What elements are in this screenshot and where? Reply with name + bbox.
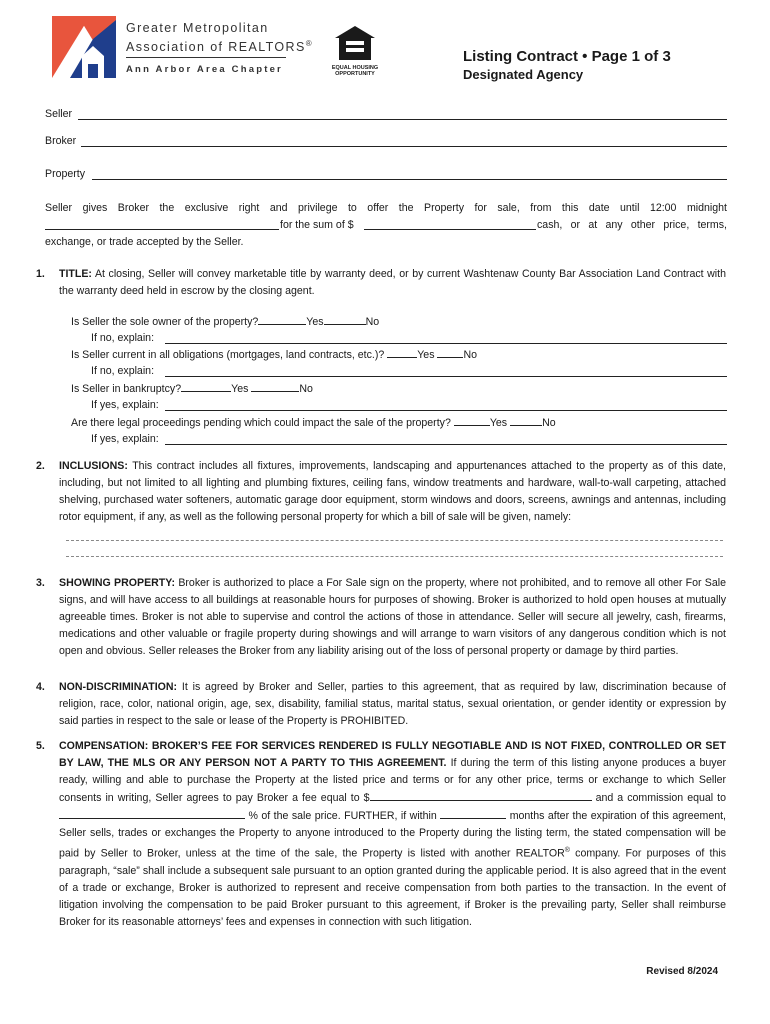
q1-row bbox=[71, 313, 379, 331]
section-5-body-2: and a commission equal to bbox=[591, 792, 726, 804]
section-3-number: 3. bbox=[36, 577, 45, 589]
org-name bbox=[126, 20, 313, 55]
section-4-heading: NON-DISCRIMINATION: bbox=[59, 681, 178, 693]
section-3-heading: SHOWING PROPERTY: bbox=[59, 577, 176, 589]
section-3-body: Broker is authorized to place a For Sale sign on the property, where not prohibited, and to remove all other For Sale signs, and will have access to all buildings at reasonable hours for purposes of showing. Broker is authorized to hold open houses at mutually agreeable times. Broker is not able to supervise and control the actions of those in attendance. Seller will secure all jewelry, cash, firearms, medications and other valuable or fragile property during showings and will arrange to warn visitors of any dangerous condition which is not open and obvious. Seller releases the Broker from any liability arising out of the loss of personal property or damage by third parties. bbox=[59, 577, 726, 657]
q3-explain-label: If yes, explain: bbox=[91, 399, 159, 411]
page-title: Listing Contract • Page 1 of 3 bbox=[463, 48, 671, 65]
intro-line3: exchange, or trade accepted by the Seller. bbox=[45, 236, 244, 248]
q2-no-label: No bbox=[463, 349, 478, 361]
property-field[interactable] bbox=[92, 179, 727, 180]
q2-yes-label: Yes bbox=[417, 349, 435, 361]
section-5-number: 5. bbox=[36, 740, 45, 752]
equal-housing-icon bbox=[335, 26, 375, 60]
q2-explain-label: If no, explain: bbox=[91, 365, 155, 377]
q4-explain-field[interactable] bbox=[165, 444, 727, 445]
house-logo-icon bbox=[52, 16, 116, 80]
q3-yes-label: Yes bbox=[231, 383, 249, 395]
section-5-text bbox=[59, 738, 726, 931]
q4-yes-label: Yes bbox=[489, 417, 508, 429]
property-label: Property bbox=[45, 168, 86, 180]
registered-mark: ® bbox=[305, 39, 314, 48]
section-2-number: 2. bbox=[36, 460, 45, 472]
q4-label: Are there legal proceedings pending which could impact the sale of the property? bbox=[71, 417, 451, 429]
q3-no-label: No bbox=[299, 383, 313, 395]
personal-property-line-1[interactable] bbox=[66, 540, 723, 541]
q4-yes-field[interactable] bbox=[454, 414, 490, 426]
intro-line1: Seller gives Broker the exclusive right and privilege to offer the Property for sale, from this date until 12:00 midnight bbox=[45, 202, 727, 214]
q2-row bbox=[71, 346, 477, 364]
section-2-body: This contract includes all fixtures, improvements, landscaping and appurtenances attached to the property as of this date, including, but not limited to all lighting and plumbing fixtures, ceiling fans, window treatments and hardware, wall-to-wall carpeting, attached shelving, purchased water softeners, automatic garage door equipment, storm windows and doors, screens, awnings and antennas, including rotor equipment, if any, as well as the following personal property for which a bill of sale will be given, namely: bbox=[59, 460, 726, 523]
protection-months-field[interactable] bbox=[440, 807, 506, 819]
q1-no-field[interactable] bbox=[324, 313, 366, 325]
q2-explain-field[interactable] bbox=[165, 376, 727, 377]
seller-field[interactable] bbox=[78, 119, 727, 120]
q4-row bbox=[71, 414, 556, 432]
eho-line1: EQUAL HOUSING bbox=[331, 65, 379, 71]
realtor-registered-mark: ® bbox=[564, 847, 570, 854]
q2-label: Is Seller current in all obligations (mortgages, land contracts, etc.)? bbox=[71, 349, 385, 361]
page-subtitle: Designated Agency bbox=[463, 67, 584, 82]
commission-percent-field[interactable] bbox=[59, 807, 245, 819]
section-2-text bbox=[59, 458, 726, 526]
listing-end-date-field[interactable] bbox=[45, 229, 279, 230]
section-3-text bbox=[59, 575, 726, 660]
revision-date: Revised 8/2024 bbox=[646, 966, 718, 977]
q2-yes-field[interactable] bbox=[387, 346, 417, 358]
intro-sum-label: for the sum of $ bbox=[280, 219, 354, 231]
intro-line2-end: cash, or at any other price, terms, bbox=[537, 219, 727, 231]
gmar-logo bbox=[52, 16, 116, 80]
q2-no-field[interactable] bbox=[437, 346, 463, 358]
q4-no-field[interactable] bbox=[510, 414, 542, 426]
seller-label: Seller bbox=[45, 108, 73, 120]
q4-explain-label: If yes, explain: bbox=[91, 433, 159, 445]
section-5-body-4: months after the expiration of this agreement, Seller sells, trades or exchanges the Property to anyone introduced to the Property during the listing term, the stated compensation will be paid by Seller to Broker, unless at the time of the sale, the Property is listed with another REALTOR bbox=[59, 810, 726, 860]
section-1-number: 1. bbox=[36, 268, 45, 280]
q1-yes-field[interactable] bbox=[258, 313, 306, 325]
section-1-heading: TITLE: bbox=[59, 268, 92, 280]
listing-price-field[interactable] bbox=[364, 229, 536, 230]
section-5-body-5: company. For purposes of this paragraph, “sale” shall include a subsequent sale pursuant to an option granted during the applicable period. It is also agreed that in the event of a trade or exchange, Broker is authorized to represent and receive compensation from both parties to the transaction. In the event of litigation involving the compensation to be paid Broker pursuant to this agreement, if Broker is the prevailing party, Seller shall reimburse Broker for its reasonable attorneys’ fees and expenses in connection with such litigation. bbox=[59, 847, 726, 928]
eho-line2: OPPORTUNITY bbox=[335, 71, 375, 77]
q3-no-field[interactable] bbox=[251, 380, 299, 392]
q3-explain-field[interactable] bbox=[165, 410, 727, 411]
org-name-line2: Association of REALTORS bbox=[126, 40, 306, 55]
q1-no-label: No bbox=[365, 316, 380, 328]
personal-property-line-2[interactable] bbox=[66, 556, 723, 557]
q1-explain-label: If no, explain: bbox=[91, 332, 155, 344]
q3-yes-field[interactable] bbox=[181, 380, 231, 392]
section-4-text bbox=[59, 679, 726, 730]
equal-housing-logo bbox=[328, 26, 382, 77]
q3-label: Is Seller in bankruptcy? bbox=[71, 383, 182, 395]
q3-row bbox=[71, 380, 313, 398]
section-5-body-3: % of the sale price. FURTHER, if within bbox=[245, 810, 441, 822]
broker-fee-field[interactable] bbox=[370, 789, 592, 801]
broker-field[interactable] bbox=[81, 146, 727, 147]
org-chapter: Ann Arbor Area Chapter bbox=[126, 64, 283, 75]
section-1-text bbox=[59, 266, 726, 300]
q1-label: Is Seller the sole owner of the property? bbox=[71, 316, 259, 328]
q1-explain-field[interactable] bbox=[165, 343, 727, 344]
section-5-heading: COMPENSATION: BROKER’S FEE FOR SERVICES RENDERED IS FULLY NEGOTIABLE AND IS NOT FIXED, CONTROLLED OR SET BY LAW, THE MLS OR ANY PERSON NOT A PARTY TO THIS AGREEMENT. bbox=[59, 740, 726, 769]
section-4-body: It is agreed by Broker and Seller, parties to this agreement, that as required by law, discrimination because of religion, race, color, national origin, age, sex, disability, familial status, marital status, sexual orientation, or gender identity or expression by said parties in respect to the sale or lease of the Property is PROHIBITED. bbox=[59, 681, 726, 727]
q4-no-label: No bbox=[542, 417, 556, 429]
section-2-heading: INCLUSIONS: bbox=[59, 460, 128, 472]
section-5-body-1: If during the term of this listing anyone produces a buyer ready, willing and able to purchase the Property at the listed price and terms or for any other price, terms or exchange to which Seller consents in writing, Seller agrees to pay Broker a fee equal to $ bbox=[59, 757, 726, 804]
q1-yes-label: Yes bbox=[306, 316, 324, 328]
section-4-number: 4. bbox=[36, 681, 45, 693]
section-1-body: At closing, Seller will convey marketable title by warranty deed, or by current Washtenaw County Bar Association Land Contract with the warranty deed held in escrow by the closing agent. bbox=[59, 268, 726, 297]
broker-label: Broker bbox=[45, 135, 77, 147]
org-divider bbox=[126, 57, 286, 58]
org-name-line1: Greater Metropolitan bbox=[126, 21, 269, 35]
